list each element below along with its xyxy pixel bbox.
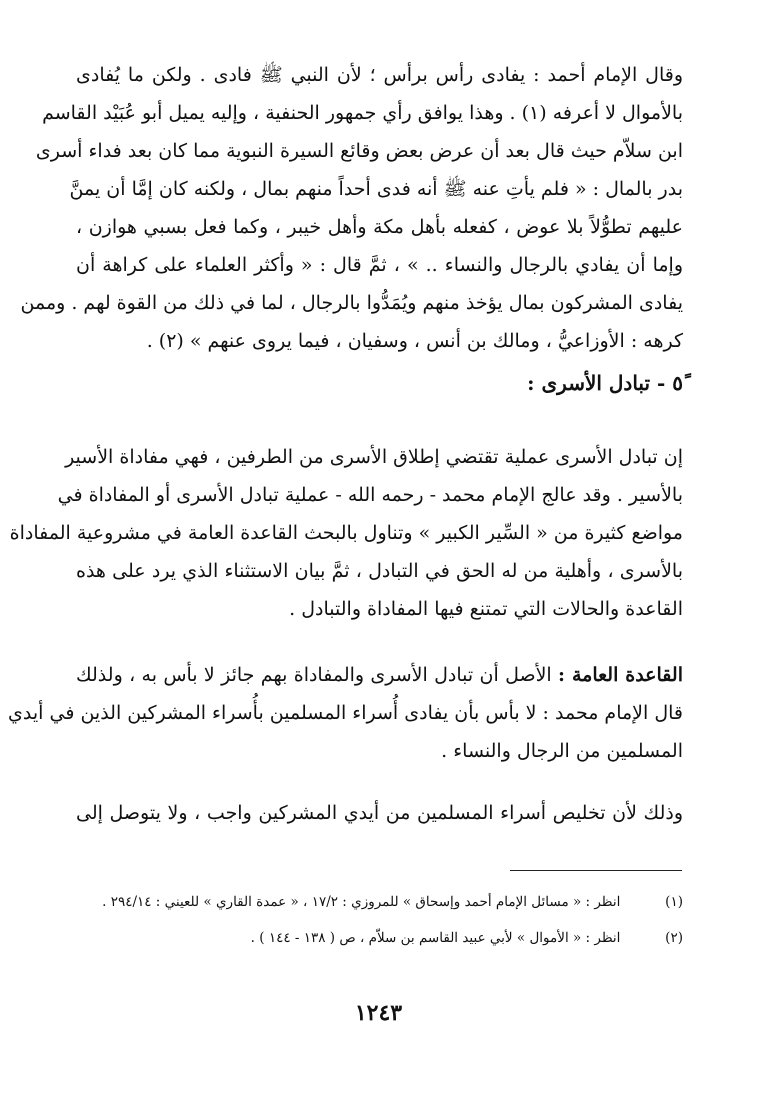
text-line: القاعدة والحالات التي تمتنع فيها المفاداة والتبادل . xyxy=(289,598,683,620)
footnote-divider xyxy=(510,870,682,871)
text-line: ابن سلاّم حيث قال بعد أن عرض بعض وقائع السيرة النبوية مما كان بعد فداء أسرى xyxy=(35,140,683,162)
text-fragment: الأصل أن تبادل الأسرى والمفاداة بهم جائز لا بأس به ، ولذلك xyxy=(76,664,552,686)
text-line: عليهم تطوُّلاً بلا عوض ، كفعله بأهل مكة وأهل خيبر ، وكما فعل بسبي هوازن ، xyxy=(76,216,683,238)
text-line: وذلك لأن تخليص أسراء المسلمين من أيدي المشركين واجب ، ولا يتوصل إلى xyxy=(76,802,683,824)
text-line: وإما أن يفادي بالرجال والنساء .. » ، ثمَّ قال : « وأكثر العلماء على كراهة أن xyxy=(76,254,683,276)
general-rule-label: القاعدة العامة : xyxy=(558,664,683,686)
text-line: بالأسرى ، وأهلية من له الحق في التبادل ، ثمَّ بيان الاستثناء الذي يرد على هذه xyxy=(76,560,683,582)
text-line: وقال الإمام أحمد : يفادى رأس برأس ؛ لأن النبي ﷺ فادى . ولكن ما يُفادى xyxy=(76,64,683,86)
footnote-text: انظر : « الأموال » لأبي عبيد القاسم بن سلاّم ، ص ( ١٣٨ - ١٤٤ ) . xyxy=(250,930,621,946)
text-line xyxy=(76,656,683,694)
section-heading: ٥ً - تبادل الأسرى : xyxy=(527,371,683,395)
text-line: كرهه : الأوزاعيُّ ، ومالك بن أنس ، وسفيان ، فيما يروى عنهم » (٢) . xyxy=(146,330,683,352)
footnote-2 xyxy=(76,926,683,950)
footnote-1 xyxy=(76,890,683,914)
text-line: يفادى المشركون بمال يؤخذ منهم ويُمَدُّوا بالرجال ، لما في ذلك من القوة لهم . وممن xyxy=(20,292,683,314)
text-line: مواضع كثيرة من « السِّير الكبير » وتناول بالبحث القاعدة العامة في مشروعية المفاداة xyxy=(9,522,683,544)
footnote-text: انظر : « مسائل الإمام أحمد وإسحاق » للمروزي : ١٧/٢ ، « عمدة القاري » للعيني : ٢٩٤/١٤ . xyxy=(102,894,621,910)
text-line: بالأموال لا أعرفه (١) . وهذا يوافق رأي جمهور الحنفية ، وإليه يميل أبو عُبَيْد القاسم xyxy=(42,102,683,124)
footnote-number: (١) xyxy=(665,894,683,910)
text-line: إن تبادل الأسرى عملية تقتضي إطلاق الأسرى من الطرفين ، فهي مفاداة الأسير xyxy=(65,446,683,468)
footnote-number: (٢) xyxy=(665,930,683,946)
paragraph-continuation xyxy=(76,794,683,832)
paragraph-general-rule xyxy=(8,656,683,770)
text-line: المسلمين من الرجال والنساء . xyxy=(441,740,683,762)
text-line: بدر بالمال : « فلم يأتِ عنه ﷺ أنه فدى أحداً منهم بمال ، ولكنه كان إمَّا أن يمنَّ xyxy=(69,178,683,200)
text-line: بالأسير . وقد عالج الإمام محمد - رحمه الله - عملية تبادل الأسرى أو المفاداة في xyxy=(57,484,683,506)
paragraph-imam-ahmad xyxy=(20,56,683,360)
paragraph-prisoner-exchange xyxy=(9,438,683,628)
page-number: ١٢٤٣ xyxy=(354,1000,403,1026)
text-line: قال الإمام محمد : لا بأس بأن يفادى أُسراء المسلمين بأُسراء المشركين الذين في أيدي xyxy=(8,702,683,724)
